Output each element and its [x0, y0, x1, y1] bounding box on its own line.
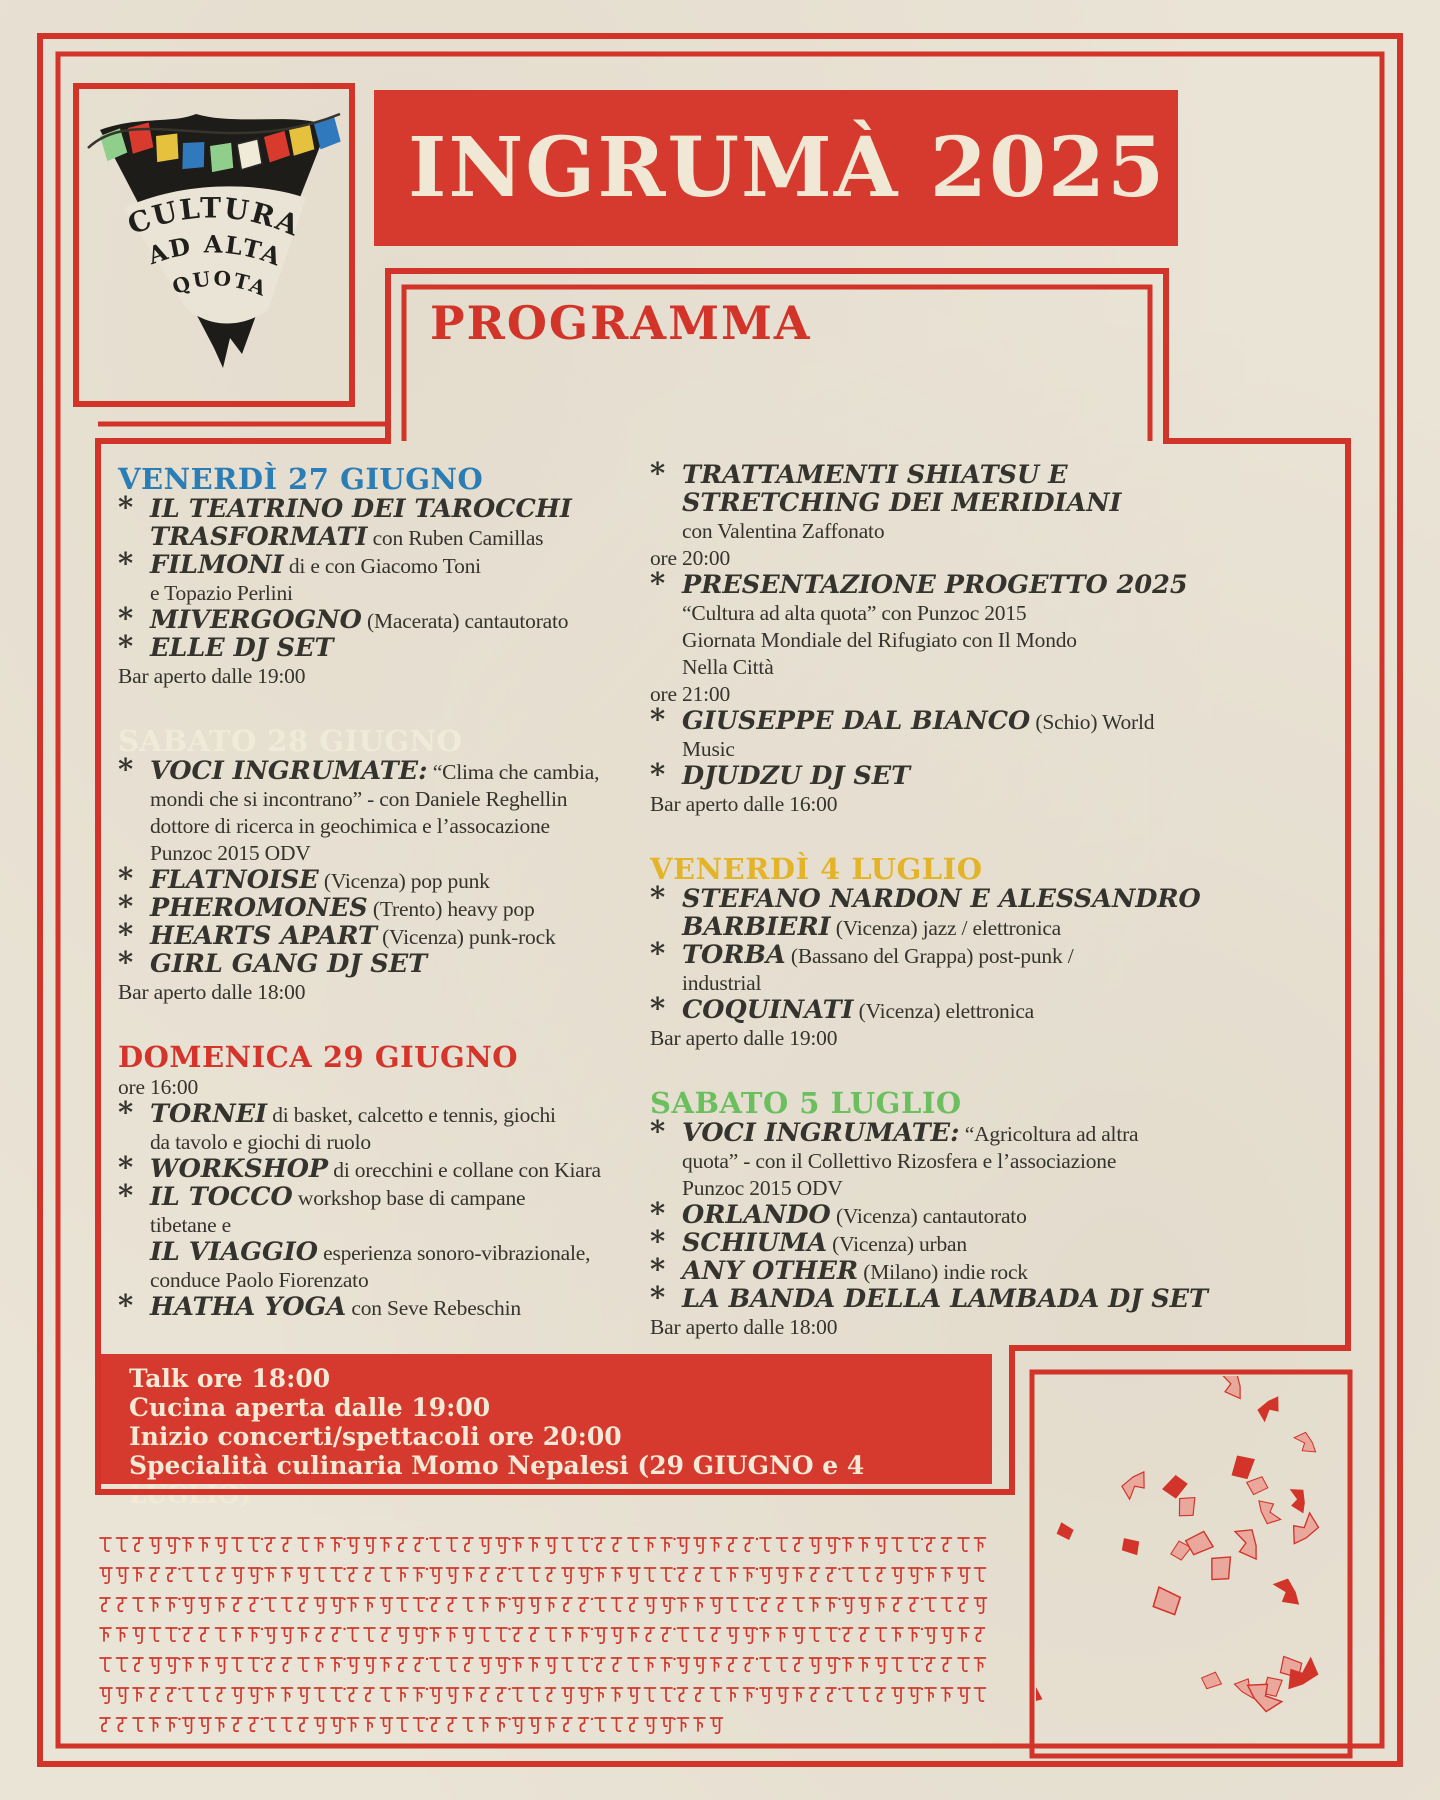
program-line	[118, 1150, 646, 1184]
event-title: STRETCHING DEI MERIDIANI	[682, 488, 1122, 518]
bird-flag-pattern	[1023, 1367, 1323, 1715]
program-line	[650, 757, 1172, 791]
prayer-flag	[209, 142, 234, 173]
event-title: GIRL GANG DJ SET	[150, 949, 428, 979]
program-line	[650, 1224, 1172, 1258]
program-line	[118, 524, 646, 552]
event-detail: (Vicenza) urban	[826, 1232, 967, 1256]
program-line	[118, 979, 646, 1006]
event-detail: (Vicenza) jazz / elettronica	[830, 916, 1062, 940]
event-detail: (Vicenza) elettronica	[853, 999, 1035, 1023]
program-line	[118, 889, 646, 923]
event-detail: Giornata Mondiale del Rifugiato con Il Mondo	[682, 628, 1077, 652]
event-detail: ore 16:00	[118, 1075, 199, 1099]
day-header: SABATO 28 GIUGNO	[118, 724, 463, 758]
poster-title: INGRUMÀ 2025	[408, 120, 1167, 216]
asterisk-icon: *	[118, 546, 133, 580]
event-title: TORNEI	[150, 1099, 268, 1129]
asterisk-icon: *	[650, 1114, 665, 1148]
event-detail: tibetane e	[150, 1213, 231, 1237]
event-detail: (Vicenza) pop punk	[318, 869, 490, 893]
footer-line: Cucina aperta dalle 19:00	[129, 1393, 491, 1422]
event-title: ELLE DJ SET	[150, 633, 334, 663]
program-line	[118, 752, 646, 786]
logo-word-ad-alta: AD ALTA	[144, 229, 287, 273]
asterisk-icon: *	[118, 629, 133, 663]
program-line	[118, 1074, 646, 1101]
event-detail: Bar aperto dalle 18:00	[650, 1315, 838, 1339]
program-line	[650, 991, 1172, 1025]
event-detail: esperienza sonoro-vibrazionale,	[317, 1241, 591, 1265]
program-section	[118, 462, 646, 690]
prayer-flag	[154, 132, 180, 164]
program-line	[650, 970, 1172, 997]
event-title: SCHIUMA	[682, 1228, 827, 1258]
program-line	[650, 456, 1172, 490]
program-line	[650, 518, 1172, 545]
event-title: COQUINATI	[682, 995, 854, 1025]
program-line	[650, 914, 1172, 942]
program-line	[118, 786, 646, 813]
asterisk-icon: *	[118, 601, 133, 635]
footer-info-box	[101, 1354, 992, 1509]
bird-box-frame	[1032, 1372, 1350, 1756]
program-line	[118, 580, 646, 607]
logo-word-quota: QUOTA	[169, 266, 272, 302]
event-title: VOCI INGRUMATE:	[682, 1118, 960, 1148]
program-section	[650, 852, 1201, 1052]
event-detail: industrial	[682, 971, 762, 995]
event-title: IL TEATRINO DEI TAROCCHI	[150, 494, 572, 524]
program-section	[650, 456, 1188, 818]
asterisk-icon: *	[118, 861, 133, 895]
event-detail: (Macerata) cantautorato	[361, 609, 569, 633]
event-detail: (Schio) World	[1030, 710, 1155, 734]
program-line	[650, 566, 1188, 600]
asterisk-icon: *	[650, 991, 665, 1025]
event-title: STEFANO NARDON E ALESSANDRO	[682, 884, 1201, 914]
program-line	[650, 1175, 1172, 1202]
program-line	[650, 490, 1172, 518]
event-detail: (Trento) heavy pop	[367, 897, 535, 921]
event-detail: con Valentina Zaffonato	[682, 519, 885, 543]
event-title: IL TOCCO	[150, 1182, 293, 1212]
footer-line: Inizio concerti/spettacoli ore 20:00	[129, 1422, 622, 1451]
program-line	[650, 1252, 1172, 1286]
program-line	[650, 1025, 1172, 1052]
event-detail: ore 20:00	[650, 546, 731, 570]
footer-line: Specialità culinaria Momo Nepalesi (29 GIUGNO e 4 LUGLIO)	[129, 1451, 865, 1509]
event-detail: “Agricoltura ad altra	[959, 1122, 1139, 1146]
day-header: VENERDÌ 4 LUGLIO	[650, 852, 983, 886]
event-title: WORKSHOP	[150, 1154, 329, 1184]
asterisk-icon: *	[650, 1280, 665, 1314]
program-line	[118, 1288, 646, 1322]
program-line	[118, 1129, 646, 1156]
asterisk-icon: *	[118, 889, 133, 923]
program-line	[118, 945, 646, 979]
program-line	[650, 880, 1201, 914]
program-line	[650, 1148, 1172, 1175]
program-line	[118, 601, 646, 635]
logo-word-cultura: CULTURA	[123, 191, 306, 244]
program-column-right	[650, 456, 1209, 1375]
program-section	[118, 724, 646, 1006]
title-banner	[374, 90, 1178, 246]
asterisk-icon: *	[118, 752, 133, 786]
program-line	[650, 791, 1172, 818]
program-line	[118, 1095, 646, 1129]
event-title: IL VIAGGIO	[150, 1237, 318, 1267]
asterisk-icon: *	[118, 490, 133, 524]
event-detail: ore 21:00	[650, 682, 731, 706]
event-detail: da tavolo e giochi di ruolo	[150, 1130, 371, 1154]
event-detail: di basket, calcetto e tennis, giochi	[267, 1103, 556, 1127]
event-detail: di orecchini e collane con Kiara	[328, 1158, 601, 1182]
asterisk-icon: *	[118, 1150, 133, 1184]
event-detail: Bar aperto dalle 19:00	[118, 664, 306, 688]
footer-line: Talk ore 18:00	[129, 1364, 331, 1393]
asterisk-icon: *	[650, 1224, 665, 1258]
event-detail: con Ruben Camillas	[367, 526, 544, 550]
event-title: VOCI INGRUMATE:	[150, 756, 428, 786]
program-line	[650, 681, 1172, 708]
asterisk-icon: *	[650, 936, 665, 970]
logo-box	[76, 86, 352, 404]
event-detail: “Cultura ad alta quota” con Punzoc 2015	[682, 601, 1027, 625]
asterisk-icon: *	[650, 880, 665, 914]
prayer-flag	[179, 139, 207, 172]
program-line	[650, 545, 1172, 572]
event-detail: Bar aperto dalle 18:00	[118, 980, 306, 1004]
event-title: PRESENTAZIONE PROGETTO 2025	[682, 570, 1188, 600]
asterisk-icon: *	[118, 917, 133, 951]
event-title: HATHA YOGA	[150, 1292, 347, 1322]
asterisk-icon: *	[118, 1288, 133, 1322]
event-title: LA BANDA DELLA LAMBADA DJ SET	[682, 1284, 1209, 1314]
program-line	[650, 1280, 1209, 1314]
day-header: DOMENICA 29 GIUGNO	[118, 1040, 518, 1074]
program-section	[650, 1086, 1209, 1341]
event-title: MIVERGOGNO	[150, 605, 362, 635]
program-line	[650, 1196, 1172, 1230]
asterisk-icon: *	[650, 757, 665, 791]
event-title: FLATNOISE	[150, 865, 319, 895]
program-line	[118, 861, 646, 895]
event-detail: (Vicenza) punk-rock	[376, 925, 556, 949]
event-detail: e Topazio Perlini	[150, 581, 293, 605]
program-line	[650, 736, 1172, 763]
event-title: HEARTS APART	[150, 921, 377, 951]
program-line	[650, 702, 1172, 736]
program-line	[650, 1314, 1172, 1341]
event-detail: Punzoc 2015 ODV	[682, 1176, 843, 1200]
asterisk-icon: *	[650, 1252, 665, 1286]
program-line	[118, 1239, 646, 1267]
cultura-ad-alta-quota-logo	[76, 86, 352, 404]
event-title: TORBA	[682, 940, 786, 970]
asterisk-icon: *	[650, 566, 665, 600]
tibetan-script-text	[100, 1538, 987, 1733]
day-header: VENERDÌ 27 GIUGNO	[118, 462, 484, 496]
event-detail: Nella Città	[682, 655, 774, 679]
program-line	[118, 1212, 646, 1239]
event-detail: (Milano) indie rock	[858, 1260, 1028, 1284]
program-line	[118, 546, 646, 580]
event-detail: Bar aperto dalle 16:00	[650, 792, 838, 816]
program-line	[118, 917, 646, 951]
event-detail: (Bassano del Grappa) post-punk /	[785, 944, 1074, 968]
program-line	[650, 936, 1172, 970]
event-detail: mondi che si incontrano” - con Daniele Reghellin	[150, 787, 568, 811]
event-detail: quota” - con il Collettivo Rizosfera e l’associazione	[682, 1149, 1117, 1173]
program-column-left	[118, 462, 646, 1356]
event-title: DJUDZU DJ SET	[682, 761, 911, 791]
event-detail: workshop base di campane	[292, 1186, 526, 1210]
asterisk-icon: *	[650, 702, 665, 736]
program-line	[650, 654, 1172, 681]
event-title: ANY OTHER	[682, 1256, 859, 1286]
event-detail: Bar aperto dalle 19:00	[650, 1026, 838, 1050]
event-title: BARBIERI	[682, 912, 831, 942]
program-line	[650, 1114, 1172, 1148]
asterisk-icon: *	[118, 1178, 133, 1212]
event-detail: dottore di ricerca in geochimica e l’assocazione	[150, 814, 550, 838]
asterisk-icon: *	[650, 456, 665, 490]
program-line	[118, 1267, 646, 1294]
event-detail: conduce Paolo Fiorenzato	[150, 1268, 369, 1292]
program-line	[650, 627, 1172, 654]
event-detail: di e con Giacomo Toni	[283, 554, 481, 578]
event-title: TRASFORMATI	[150, 522, 368, 552]
program-line	[118, 840, 646, 867]
event-detail: con Seve Rebeschin	[346, 1296, 521, 1320]
program-line	[118, 813, 646, 840]
event-detail: “Clima che cambia,	[427, 760, 600, 784]
event-title: ORLANDO	[682, 1200, 831, 1230]
program-section	[118, 1040, 646, 1322]
event-title: FILMONI	[150, 550, 284, 580]
event-title: GIUSEPPE DAL BIANCO	[682, 706, 1031, 736]
event-title: PHEROMONES	[150, 893, 368, 923]
program-line	[650, 600, 1172, 627]
prayer-flag	[237, 139, 263, 170]
event-detail: (Vicenza) cantautorato	[830, 1204, 1027, 1228]
program-line	[118, 490, 646, 524]
program-line	[118, 1178, 646, 1212]
event-detail: Punzoc 2015 ODV	[150, 841, 311, 865]
event-detail: Music	[682, 737, 735, 761]
event-title: TRATTAMENTI SHIATSU E	[682, 460, 1068, 490]
day-header: SABATO 5 LUGLIO	[650, 1086, 962, 1120]
asterisk-icon: *	[650, 1196, 665, 1230]
program-line	[118, 663, 646, 690]
programma-heading: PROGRAMMA	[430, 296, 812, 350]
asterisk-icon: *	[118, 1095, 133, 1129]
program-line	[118, 629, 646, 663]
asterisk-icon: *	[118, 945, 133, 979]
